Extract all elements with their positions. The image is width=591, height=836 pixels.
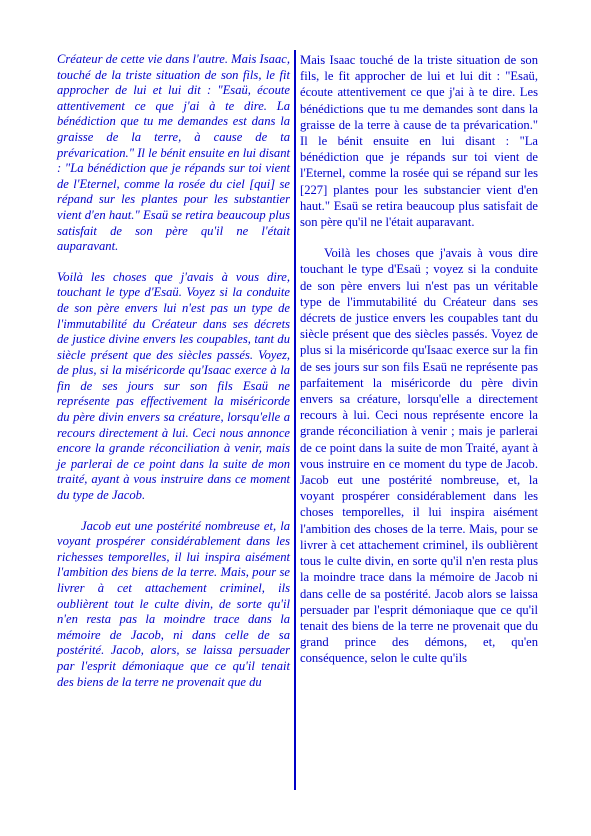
column-divider [294, 50, 296, 790]
left-column-italic-text [57, 52, 290, 690]
left-paragraph-3: Jacob eut une postérité nombreuse et, la voyant prospérer considérablement dans les richesses temporelles, il lui inspira aisément l'ambition des biens de la terre. Mais, pour se livrer à cet attachement criminel, ils oublièrent tout le culte divin, de sorte qu'il n'en resta pas la moindre trace dans la mémoire de Jacob, ni dans celle de sa postérité. Jacob, alors, se laissa persuader par l'esprit démoniaque que ce qu'il tenait des biens de la terre ne provenait que du [57, 518, 290, 689]
right-column-text [300, 52, 538, 667]
left-paragraph-2: Voilà les choses que j'avais à vous dire, touchant le type d'Esaü. Voyez si la conduite de son père envers lui n'est pas un type de l'immutabilité du Créateur dans ses décrets de justice divine envers les coupables, tant du siècle présent que des siècles passés. Voyez, de plus, si la miséricorde qu'Isaac exerce à la fin de ses jours sur son fils Esaü ne représente pas effectivement la miséricorde du père divin envers sa créature, lorsqu'elle a recours directement à lui. Ceci nous annonce encore la grande réconciliation à venir, mais je parlerai de ce point dans la suite de mon traité, ayant à vous instruire dans ce moment du type de Jacob. [57, 269, 290, 503]
right-paragraph-1: Mais Isaac touché de la triste situation de son fils, le fit approcher de lui et lui dit : "Esaü, écoute attentivement ce que j'ai à te dire. Les bénédictions que tu me demandes sont dans la graisse de la terre à cause de ta prévarication." Il le bénit ensuite en lui disant : "La bénédiction que je répands sur toi vient de l'Eternel, comme la rosée qui se répand sur les [227] plantes pour les substancier vient d'en haut." Esaü se retira beaucoup plus satisfait de son père qu'il ne l'était auparavant. [300, 53, 538, 230]
left-paragraph-1: Créateur de cette vie dans l'autre. Mais Isaac, touché de la triste situation de son fils, le fit approcher de lui et lui dit : "Esaü, écoute attentivement ce que j'ai à te dire. La bénédiction que tu me demandes est dans la graisse de la terre, à cause de ta prévarication." Il le bénit ensuite en lui disant : "La bénédiction que je répands sur toi vient de l'Eternel, comme la rosée du ciel [qui] se répand sur les plantes pour les substantier vient d'en haut." Esaü se retira beaucoup plus satisfait de son père qu'il ne l'était auparavant. [57, 52, 290, 254]
right-paragraph-2: Voilà les choses que j'avais à vous dire touchant le type d'Esaü ; voyez si la conduite de son père envers lui n'est pas un véritable type de l'immutabilité du Créateur dans ses décrets de justice envers les coupables tant du siècle présent que des siècles passés. Voyez de plus si la miséricorde qu'Isaac exerce sur la fin de ses jours sur son fils Esaü ne représente pas parfaitement la miséricorde du père divin envers sa créature, lorsqu'elle a directement recours à lui. Ceci nous représente encore la grande réconciliation à venir ; mais je parlerai de ce point dans la suite de mon Traité, ayant à vous instruire en ce moment du type de Jacob. Jacob eut une postérité nombreuse, et, la voyant prospérer considérablement dans les choses temporelles, il lui inspira aisément l'ambition des choses de la terre. Mais, pour se livrer à cet attachement criminel, ils oublièrent tous le culte divin, en sorte qu'il n'en resta plus la moindre trace dans la mémoire de Jacob ni dans celle de sa postérité. Jacob alors se laissa persuader par l'esprit démoniaque que ce qu'il tenait des biens de la terre ne provenait que du grand prince des démons, et, qu'en conséquence, selon le culte qu'ils [300, 246, 538, 666]
